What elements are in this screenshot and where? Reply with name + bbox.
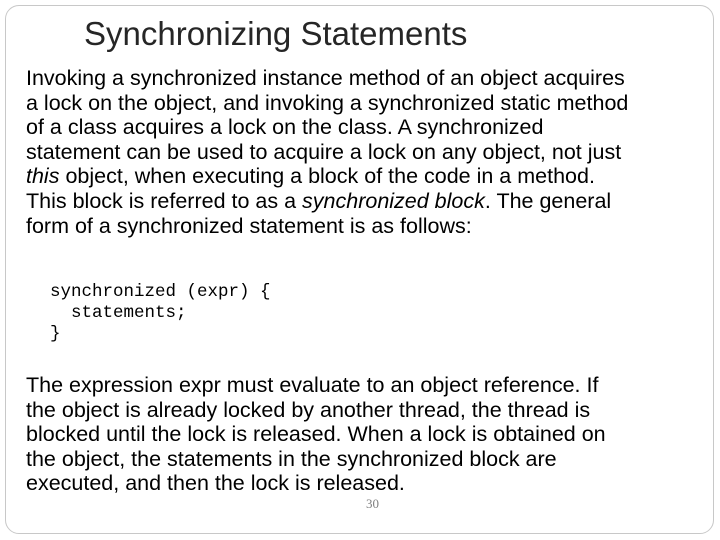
- text-run: Invoking a synchronized instance method of an object acquires: [26, 66, 625, 90]
- code-line: synchronized (expr) {: [50, 282, 271, 302]
- text-run: object, when executing a block of the code in a method.: [59, 164, 595, 189]
- italic-text: this: [26, 164, 60, 189]
- text-line: [26, 91, 628, 116]
- italic-text: synchronized block: [302, 188, 485, 213]
- text-line: [26, 373, 606, 398]
- text-line: [26, 398, 606, 423]
- text-run: the object, the statements in the synchronized block are: [26, 446, 557, 471]
- text-run: a lock on the object, and invoking a synchronized static method: [26, 90, 629, 115]
- text-line: [26, 140, 628, 165]
- text-run: . The general: [484, 188, 612, 213]
- text-line: [26, 115, 628, 140]
- code-line: statements;: [50, 303, 187, 323]
- explanation-paragraph: [26, 373, 606, 496]
- code-block: [50, 282, 271, 345]
- text-line: [26, 66, 628, 91]
- text-run: the object is already locked by another thread, the thread is: [26, 397, 591, 422]
- text-line: [26, 422, 606, 447]
- page-number: 30: [366, 496, 379, 511]
- text-line: [26, 164, 628, 189]
- text-line: [26, 447, 606, 472]
- text-line: [26, 214, 628, 239]
- text-run: The expression expr must evaluate to an object reference. If: [26, 373, 599, 397]
- text-line: [26, 471, 606, 496]
- text-run: of a class acquires a lock on the class. A synchronized: [26, 115, 544, 140]
- intro-paragraph: [26, 66, 628, 238]
- text-line: [26, 189, 628, 214]
- text-run: blocked until the lock is released. When a lock is obtained on: [26, 422, 606, 447]
- text-run: form of a synchronized statement is as follows:: [26, 213, 472, 238]
- text-run: This block is referred to as a: [26, 188, 303, 213]
- code-line: }: [50, 324, 61, 344]
- text-run: statement can be used to acquire a lock on any object, not just: [26, 139, 622, 164]
- text-run: executed, and then the lock is released.: [26, 471, 405, 496]
- slide-title: Synchronizing Statements: [84, 15, 468, 52]
